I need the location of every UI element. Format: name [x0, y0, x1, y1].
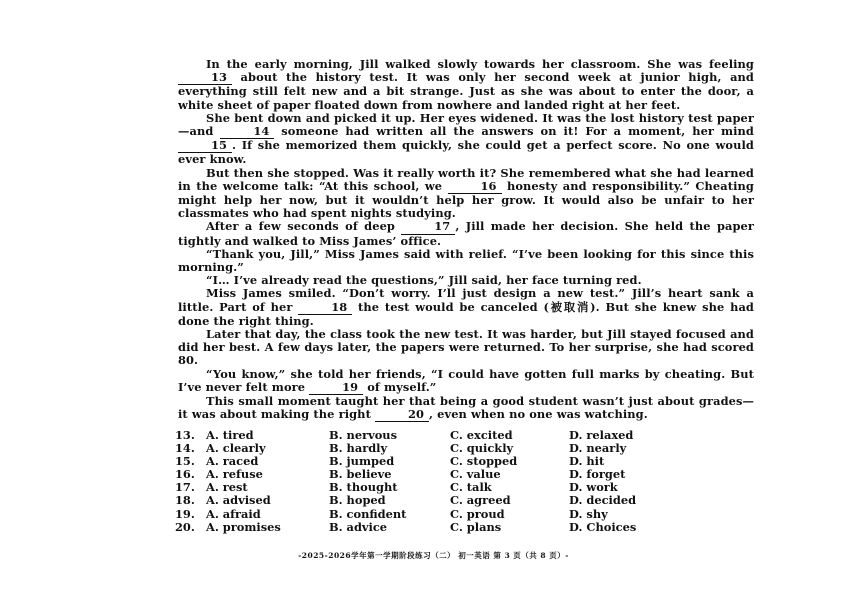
option-b: B. nervous: [329, 428, 397, 442]
page-footer: -2025-2026学年第一学期阶段练习（二） 初一英语 第 3 页（共 8 页）-: [298, 551, 569, 560]
option-b: B. hoped: [329, 493, 386, 508]
option-a: A. afraid: [206, 506, 261, 521]
option-c: C. proud: [450, 506, 505, 521]
answer-blank: 13: [178, 71, 232, 85]
answer-options: [175, 428, 754, 534]
passage-paragraph: [178, 58, 754, 112]
option-a: A. promises: [206, 519, 281, 534]
passage-text: “I… I’ve already read the questions,” Jill said, her face turning red.: [206, 273, 642, 288]
passage-paragraph: [178, 112, 754, 167]
passage-text: honesty and responsibility.” Cheating might help her now, but it wouldn’t help her grow. It would also be unfair to her classmates who had spent nights studying.: [178, 178, 754, 221]
option-c: C. excited: [450, 428, 513, 442]
option-c: C. talk: [450, 480, 492, 495]
question-options-row: [175, 493, 754, 508]
passage-paragraph: [178, 220, 754, 247]
passage-text: the test would be canceled (被取消). But she knew she had done the right thing.: [178, 299, 754, 328]
passage-text: In the early morning, Jill walked slowly towards her classroom. She was feeling: [206, 57, 754, 71]
option-c: C. quickly: [450, 441, 514, 456]
passage-text: . If she memorized them quickly, she could get a perfect score. No one would ever know.: [178, 138, 754, 167]
option-d: D. hit: [569, 454, 605, 469]
passage-text: , even when no one was watching.: [429, 407, 648, 422]
passage-text: “Thank you, Jill,” Miss James said with relief. “I’ve been looking for this since this morning.”: [178, 246, 754, 275]
option-a: A. refuse: [206, 467, 263, 482]
option-d: D. work: [569, 480, 618, 495]
option-b: B. hardly: [329, 441, 388, 456]
question-options-row: [175, 506, 754, 521]
option-d: D. relaxed: [569, 428, 634, 442]
passage-paragraph: [178, 167, 754, 221]
answer-blank: 15: [178, 139, 232, 153]
question-number: 15.: [175, 454, 195, 469]
option-d: D. forget: [569, 467, 626, 482]
option-a: A. raced: [206, 454, 259, 469]
passage-paragraph: [178, 395, 754, 422]
passage-text: Miss James smiled. “Don’t worry. I’ll just design a new test.” Jill’s heart sank a little. Part of her: [178, 286, 754, 314]
option-c: C. value: [450, 467, 501, 482]
passage-text: “You know,” she told her friends, “I could have gotten full marks by cheating. But I’ve never felt more: [178, 366, 754, 394]
question-number: 13.: [175, 428, 195, 442]
passage-paragraph: [178, 248, 754, 274]
answer-blank: 16: [448, 180, 502, 194]
option-b: B. advice: [329, 519, 388, 534]
option-a: A. rest: [206, 480, 248, 495]
passage-text: But then she stopped. Was it really worth it? She remembered what she had learned in the welcome talk: “At this school, we: [178, 165, 754, 193]
question-number: 14.: [175, 441, 195, 456]
passage-text: , Jill made her decision. She held the paper tightly and walked to Miss James’ office.: [178, 219, 755, 248]
answer-blank: 14: [220, 125, 274, 139]
passage-text: Later that day, the class took the new test. It was harder, but Jill stayed focused and did her best. A few days later, the papers were returned. To her surprise, she had scored 80.: [178, 327, 754, 368]
option-b: B. thought: [329, 480, 398, 495]
question-number: 19.: [175, 506, 195, 521]
answer-blank: 17: [401, 220, 455, 234]
option-d: D. nearly: [569, 441, 627, 456]
question-number: 20.: [175, 519, 195, 534]
passage-paragraph: [178, 368, 754, 395]
option-d: D. decided: [569, 493, 637, 508]
passage-text: of myself.”: [363, 379, 437, 394]
passage-text: about the history test. It was only her second week at junior high, and everything still felt new and a bit strange. Just as she was about to enter the door, a white sheet of paper floated down from nowhere and landed right at her feet.: [178, 70, 754, 112]
passage-text: This small moment taught her that being a good student wasn’t just about grades—it was about making the right: [178, 394, 754, 422]
passage-text: someone had written all the answers on it! For a moment, her mind: [274, 124, 754, 139]
passage-text: After a few seconds of deep: [206, 219, 402, 234]
option-a: A. advised: [206, 493, 271, 508]
option-c: C. stopped: [450, 454, 518, 469]
option-a: A. clearly: [206, 441, 266, 456]
option-d: D. Choices: [569, 519, 637, 534]
passage-paragraph: [178, 328, 754, 368]
question-number: 17.: [175, 480, 195, 495]
reading-passage: [178, 58, 754, 422]
option-d: D. shy: [569, 506, 608, 521]
option-b: B. confident: [329, 506, 407, 521]
passage-paragraph: [178, 287, 754, 328]
answer-blank: 19: [309, 381, 363, 395]
answer-blank: 18: [298, 301, 352, 315]
option-c: C. plans: [450, 519, 502, 534]
option-b: B. believe: [329, 467, 392, 482]
answer-blank: 20: [375, 408, 429, 422]
option-a: A. tired: [206, 428, 254, 442]
question-number: 18.: [175, 493, 195, 508]
question-number: 16.: [175, 467, 195, 482]
passage-text: She bent down and picked it up. Her eyes widened. It was the lost history test paper—and: [178, 110, 754, 139]
option-c: C. agreed: [450, 493, 511, 508]
option-b: B. jumped: [329, 454, 395, 469]
question-options-row: [175, 519, 754, 534]
